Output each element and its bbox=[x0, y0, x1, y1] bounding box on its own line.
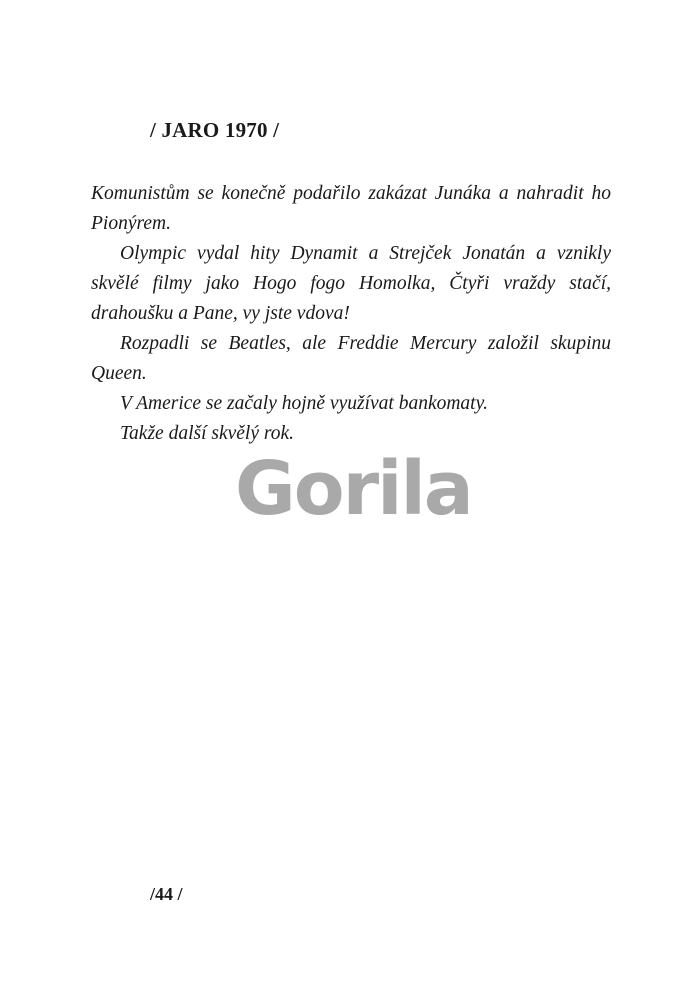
paragraph-3: Rozpadli se Beatles, ale Freddie Mercury založil skupinu Queen. bbox=[91, 333, 611, 384]
body-text bbox=[91, 179, 611, 449]
paragraph-4: V Americe se začaly hojně využívat bankomaty. bbox=[120, 393, 489, 414]
paragraph-2: Olympic vydal hity Dynamit a Strejček Jonatán a vznikly skvělé filmy jako Hogo fogo Homolka, Čtyři vraždy stačí, drahoušku a Pane, vy jste vdova! bbox=[91, 243, 611, 324]
paragraph-5: Takže další skvělý rok. bbox=[120, 423, 295, 444]
chapter-heading: / JARO 1970 / bbox=[150, 118, 280, 142]
paragraph-1: Komunistům se konečně podařilo zakázat Junáka a nahradit ho Pionýrem. bbox=[91, 183, 611, 234]
gorila-watermark-logo: Gorila bbox=[235, 446, 472, 532]
page-number: /44 / bbox=[150, 884, 183, 904]
